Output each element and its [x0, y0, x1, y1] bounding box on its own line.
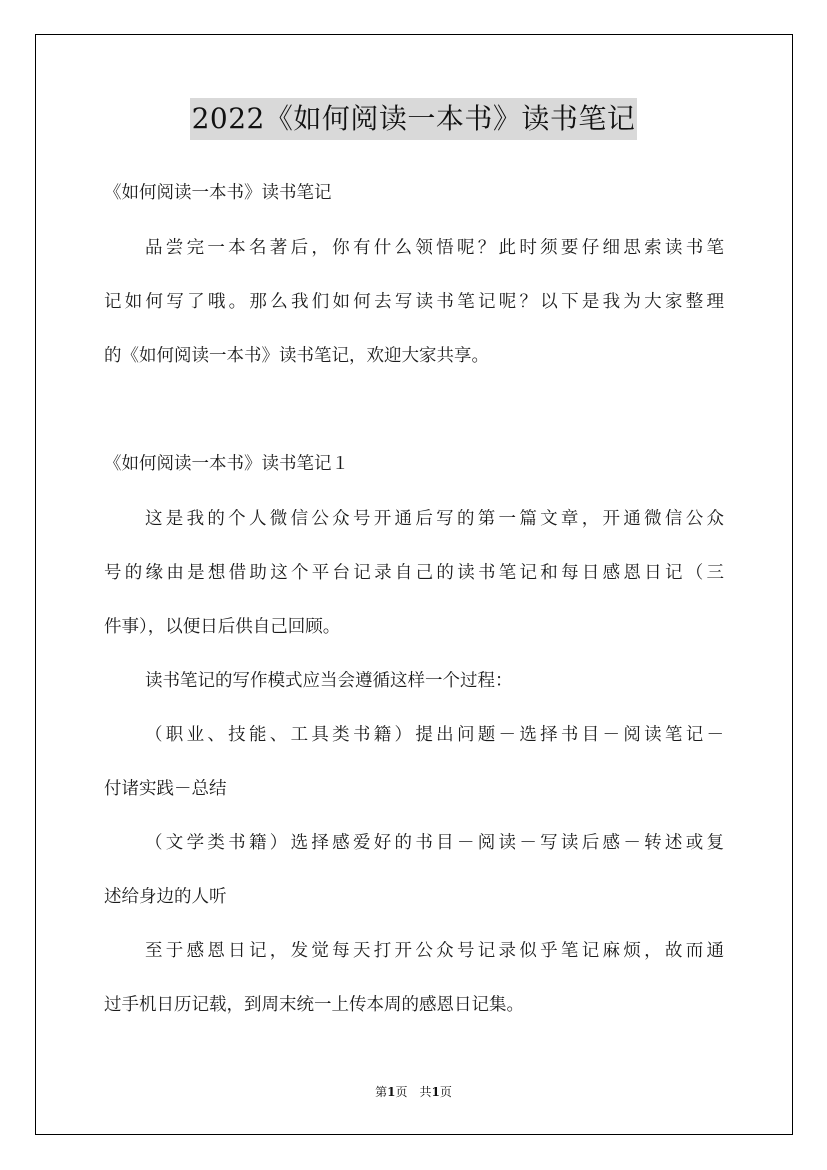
- document-subtitle: 《如何阅读一本书》读书笔记: [104, 183, 332, 203]
- body-line-5: （职业、技能、工具类书籍）提出问题－选择书目－阅读笔记－: [145, 725, 724, 745]
- body-line-3: 件事），以便日后供自己回顾。: [104, 617, 341, 637]
- footer-page-total: 1: [431, 1085, 440, 1099]
- page-footer: [0, 1083, 827, 1101]
- intro-line-2: 记如何写了哦。那么我们如何去写读书笔记呢？以下是我为大家整理: [104, 292, 724, 312]
- body-line-6: 付诸实践－总结: [104, 779, 227, 799]
- intro-line-1: 品尝完一本名著后，你有什么领悟呢？此时须要仔细思索读书笔: [145, 238, 724, 258]
- body-line-8: 述给身边的人听: [104, 887, 227, 907]
- footer-page-number: 1: [387, 1085, 396, 1099]
- footer-page-suffix: 页: [439, 1085, 452, 1099]
- intro-line-3: 的《如何阅读一本书》读书笔记，欢迎大家共享。: [104, 346, 489, 366]
- section-heading: 《如何阅读一本书》读书笔记１: [104, 454, 349, 474]
- footer-page-mid: 页 共: [395, 1085, 432, 1099]
- body-line-1: 这是我的个人微信公众号开通后写的第一篇文章，开通微信公众: [145, 509, 724, 529]
- title-container: [0, 98, 827, 140]
- footer-page-prefix: 第: [375, 1085, 388, 1099]
- body-line-4: 读书笔记的写作模式应当会遵循这样一个过程：: [145, 671, 513, 691]
- body-line-7: （文学类书籍）选择感爱好的书目－阅读－写读后感－转述或复: [145, 833, 724, 853]
- body-line-2: 号的缘由是想借助这个平台记录自己的读书笔记和每日感恩日记（三: [104, 563, 724, 583]
- document-title: 2022《如何阅读一本书》读书笔记: [190, 98, 638, 140]
- body-line-10: 过手机日历记载，到周末统一上传本周的感恩日记集。: [104, 995, 524, 1015]
- body-line-9: 至于感恩日记，发觉每天打开公众号记录似乎笔记麻烦，故而通: [145, 941, 724, 961]
